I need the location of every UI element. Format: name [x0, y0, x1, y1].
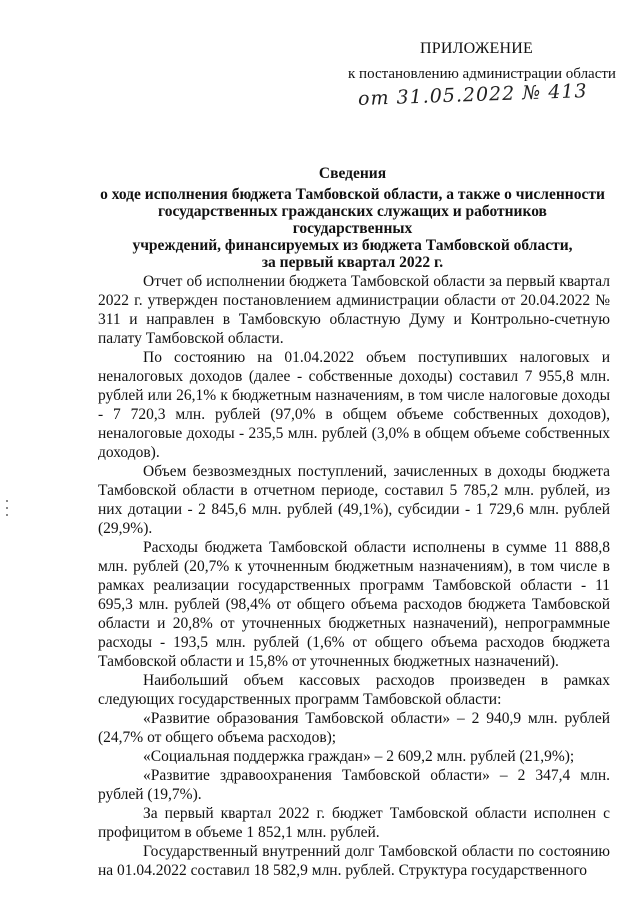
- paragraph-expenditures: Расходы бюджета Тамбовской области исполнены в сумме 11 888,8 млн. рублей (20,7% к уточненным бюджетным назначениям), в том числе в рамках реализации государственных программ Тамбовской области - 11 695,3 млн. рублей (98,4% от общего объема расходов бюджета Тамбовской области и 20,8% от уточненных бюджетных назначений), непрограммные расходы - 193,5 млн. рублей (1,6% от общего объема расходов бюджета Тамбовской области и 15,8% от уточненных бюджетных назначений).: [98, 539, 610, 670]
- appendix-label: ПРИЛОЖЕНИЕ: [420, 40, 534, 57]
- list-item-healthcare: «Развитие здравоохранения Тамбовской области» – 2 347,4 млн. рублей (19,7%).: [98, 767, 610, 803]
- paragraph-public-debt: Государственный внутренний долг Тамбовской области по состоянию на 01.04.2022 составил 18 582,9 млн. рублей. Структура государственного: [98, 843, 610, 879]
- document-heading: Сведения: [318, 165, 387, 182]
- scan-dot: [6, 507, 8, 509]
- scan-dot: [6, 514, 8, 516]
- paragraph-own-revenues: По состоянию на 01.04.2022 объем поступивших налоговых и неналоговых доходов (далее - собственные доходы) составил 7 955,8 млн. рублей или 26,1% к бюджетным назначениям, в том числе налоговые доходы - 7 720,3 млн. рублей (97,0% в общем объеме собственных доходов), неналоговые доходы - 235,5 млн. рублей (3,0% в общем объеме собственных доходов).: [98, 349, 610, 461]
- document-title: [100, 186, 605, 271]
- scan-dot: [6, 500, 8, 502]
- title-line: за первый квартал 2022 г.: [261, 254, 444, 271]
- paragraph-surplus: За первый квартал 2022 г. бюджет Тамбовской области исполнен с профицитом в объеме 1 852,1 млн. рублей.: [98, 805, 610, 841]
- paragraph-programs-intro: Наибольший объем кассовых расходов произведен в рамках следующих государственных программ Тамбовской области:: [98, 672, 610, 708]
- paragraph-report-approval: Отчет об исполнении бюджета Тамбовской области за первый квартал 2022 г. утвержден постановлением администрации области от 20.04.2022 № 311 и направлен в Тамбовскую областную Думу и Контрольно-счетную палату Тамбовской области.: [98, 273, 610, 347]
- list-item-social-support: «Социальная поддержка граждан» – 2 609,2 млн. рублей (21,9%);: [143, 748, 575, 765]
- handwritten-date-number: от 31.05.2022 № 413: [357, 80, 588, 110]
- scan-margin-marks: [6, 500, 10, 540]
- title-line: о ходе исполнения бюджета Тамбовской области, а также о численности: [100, 186, 605, 203]
- title-line: учреждений, финансируемых из бюджета Тамбовской области,: [132, 237, 573, 254]
- document-body: [98, 272, 610, 880]
- list-item-education: «Развитие образования Тамбовской области» – 2 940,9 млн. рублей (24,7% от общего объема расходов);: [98, 710, 610, 746]
- resolution-reference: к постановлению администрации области: [348, 66, 616, 82]
- paragraph-transfers: Объем безвозмездных поступлений, зачисленных в доходы бюджета Тамбовской области в отчетном периоде, составил 5 785,2 млн. рублей, из них дотации - 2 845,6 млн. рублей (49,1%), субсидии - 1 729,6 млн. рублей (29,9%).: [98, 463, 610, 537]
- title-line: государственных гражданских служащих и работников государственных: [158, 203, 547, 237]
